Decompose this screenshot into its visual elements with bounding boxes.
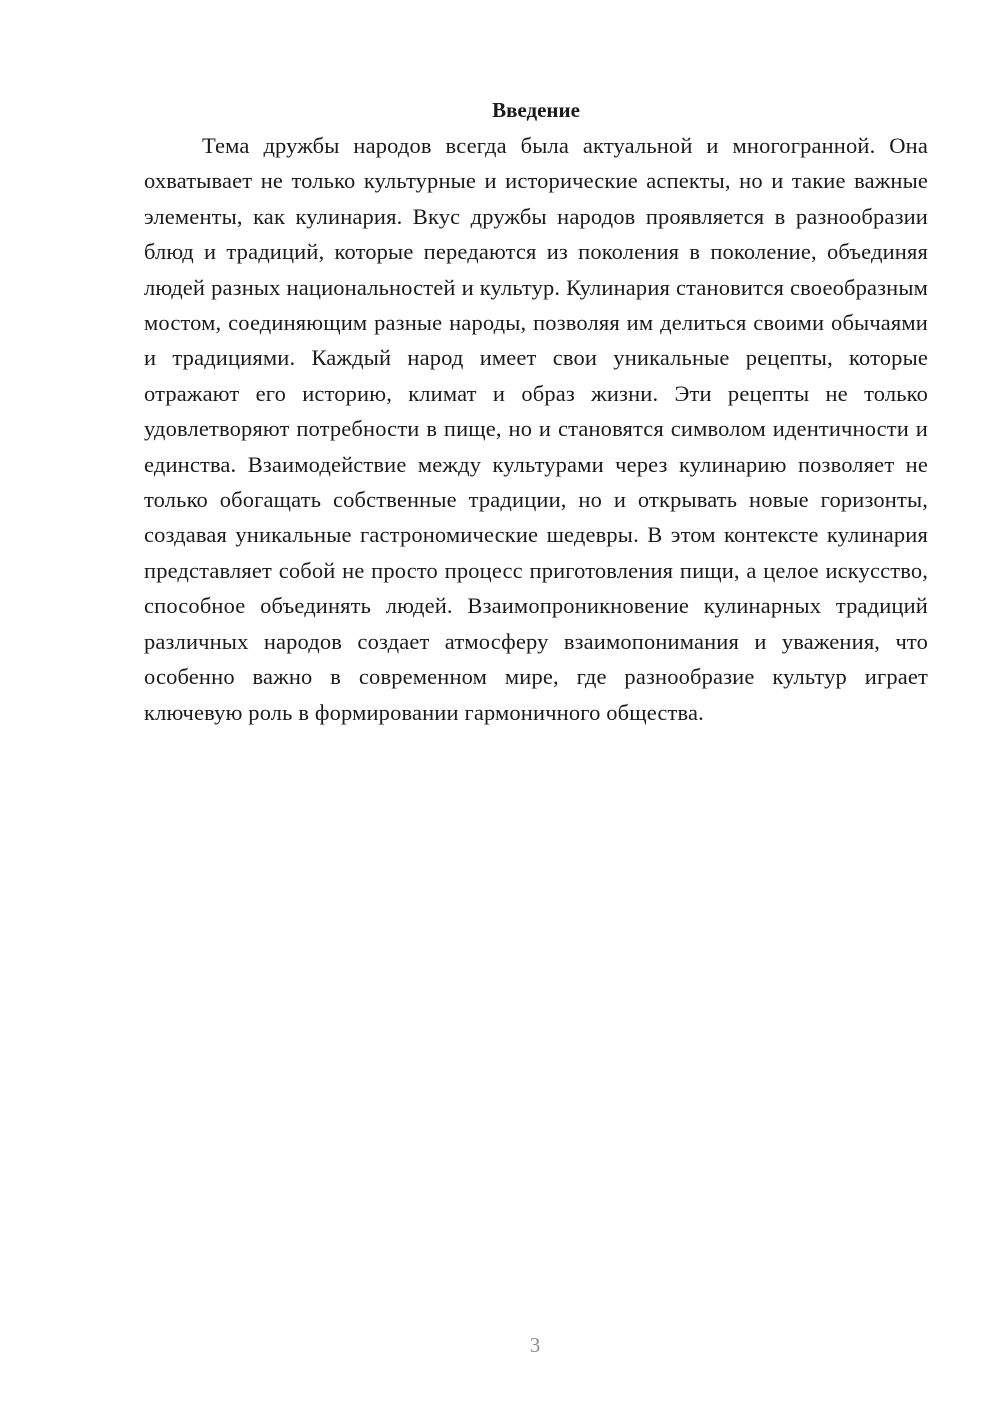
intro-paragraph: Тема дружбы народов всегда была актуальной и многогранной. Она охватывает не только культурные и исторические аспекты, но и такие важные элементы, как кулинария. Вкус дружбы народов проявляется в разнообразии блюд и традиций, которые передаются из поколения в поколение, объединяя людей разных национальностей и культур. Кулинария становится своеобразным мостом, соединяющим разные народы, позволяя им делиться своими обычаями и традициями. Каждый народ имеет свои уникальные рецепты, которые отражают его историю, климат и образ жизни. Эти рецепты не только удовлетворяют потребности в пище, но и становятся символом идентичности и единства. Взаимодействие между культурами через кулинарию позволяет не только обогащать собственные традиции, но и открывать новые горизонты, создавая уникальные гастрономические шедевры. В этом контексте кулинария представляет собой не просто процесс приготовления пищи, а целое искусство, способное объединять людей. Взаимопроникновение кулинарных традиций различных народов создает атмосферу взаимопонимания и уважения, что особенно важно в современном мире, где разнообразие культур играет ключевую роль в формировании гармоничного общества. <box>144 133 928 725</box>
section-title: Введение <box>492 98 580 122</box>
page-content <box>144 92 928 730</box>
page-number: 3 <box>529 1333 541 1357</box>
